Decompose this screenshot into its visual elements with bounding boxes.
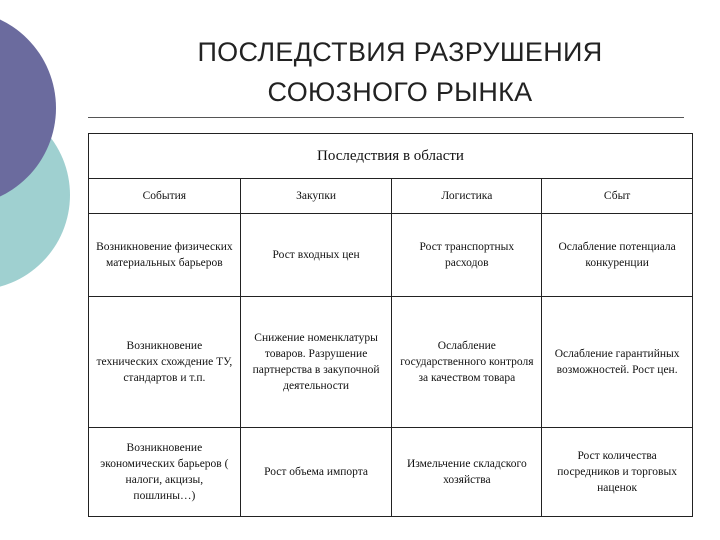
purchasing-cell: Рост входных цен [240, 214, 392, 297]
logistics-cell: Измельчение складского хозяйства [392, 428, 542, 517]
sales-cell: Ослабление потенциала конкуренции [542, 214, 693, 297]
sales-cell: Ослабление гарантийных возможностей. Рост цен. [542, 297, 693, 428]
slide-title-line-1: ПОСЛЕДСТВИЯ РАЗРУШЕНИЯ [197, 37, 603, 67]
slide-title [140, 32, 660, 112]
column-header-events: События [89, 179, 241, 214]
decorative-circles [0, 0, 80, 300]
event-cell: Возникновение экономических барьеров ( налоги, акцизы, пошлины…) [89, 428, 241, 517]
consequences-table [88, 133, 693, 517]
table-header: Последствия в области [89, 134, 693, 179]
event-cell: Возникновение технических схождение ТУ, стандартов и т.п. [89, 297, 241, 428]
purchasing-cell: Снижение номенклатуры товаров. Разрушение партнерства в закупочной деятельности [240, 297, 392, 428]
title-divider [88, 117, 684, 118]
logistics-cell: Рост транспортных расходов [392, 214, 542, 297]
column-header-row [89, 179, 693, 214]
sales-cell: Рост количества посредников и торговых наценок [542, 428, 693, 517]
table-row [89, 214, 693, 297]
logistics-cell: Ослабление государственного контроля за качеством товара [392, 297, 542, 428]
purchasing-cell: Рост объема импорта [240, 428, 392, 517]
slide-title-line-2: СОЮЗНОГО РЫНКА [267, 77, 533, 107]
table-row [89, 428, 693, 517]
column-header-purchasing: Закупки [240, 179, 392, 214]
column-header-sales: Сбыт [542, 179, 693, 214]
table-row [89, 297, 693, 428]
event-cell: Возникновение физических материальных барьеров [89, 214, 241, 297]
column-header-logistics: Логистика [392, 179, 542, 214]
table-header-row [89, 134, 693, 179]
